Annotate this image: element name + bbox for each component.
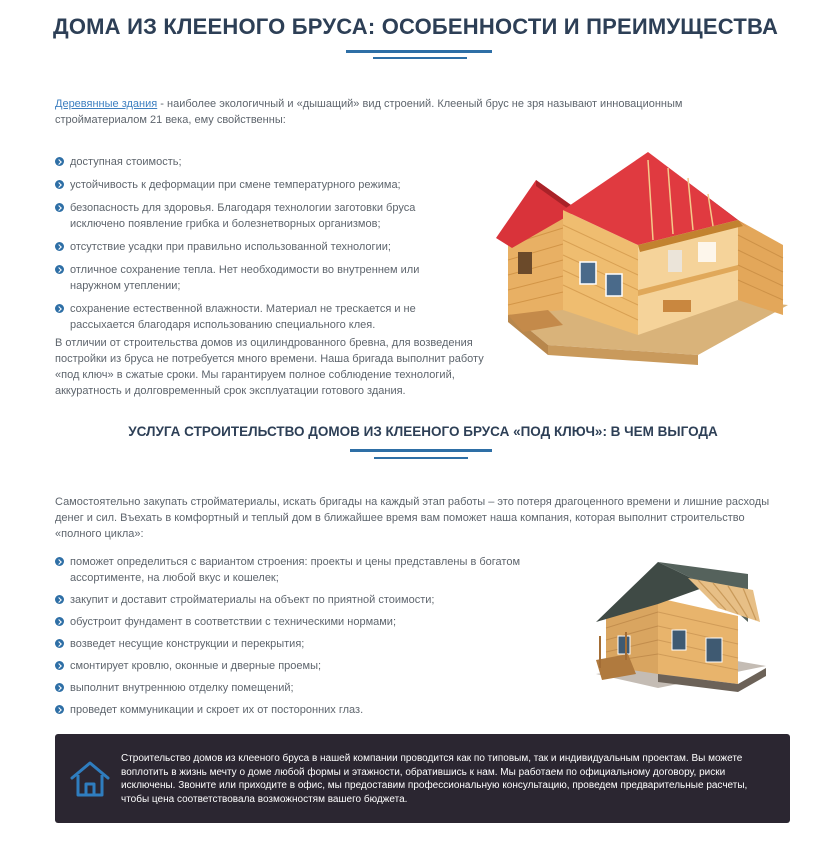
list-item bbox=[55, 702, 555, 718]
list-item-text: отличное сохранение тепла. Нет необходимости во внутреннем или наружном утеплении; bbox=[70, 264, 420, 292]
list-item-text: выполнит внутреннюю отделку помещений; bbox=[70, 682, 294, 694]
list-item bbox=[55, 262, 445, 294]
title-underline-short bbox=[373, 57, 467, 59]
bullet-chevron-icon bbox=[55, 203, 64, 212]
section1-intro bbox=[55, 96, 775, 128]
list-item-text: закупит и доставит стройматериалы на объект по приятной стоимости; bbox=[70, 594, 435, 606]
house-cutaway-image bbox=[488, 150, 790, 372]
list-item bbox=[55, 592, 555, 608]
list-item-text: устойчивость к деформации при смене температурного режима; bbox=[70, 179, 401, 191]
title2-underline-short bbox=[374, 457, 468, 459]
section1-title: ДОМА ИЗ КЛЕЕНОГО БРУСА: ОСОБЕННОСТИ И ПРЕИМУЩЕСТВА bbox=[52, 14, 779, 39]
bullet-chevron-icon bbox=[55, 617, 64, 626]
bullet-chevron-icon bbox=[55, 639, 64, 648]
callout-text: Строительство домов из клееного бруса в нашей компании проводится как по типовым, так и индивидуальным проектам. Вы можете воплотить в жизнь мечту о доме любой формы и этажности, обратившись к нам. Мы работаем по официальному договору, риски исключены. Звоните или приходите в офис, мы предоставим профессиональную консультацию, проведем предварительные расчеты, чтобы цена соответствовала возможностям вашего бюджета. bbox=[121, 753, 748, 805]
list-item bbox=[55, 154, 445, 170]
list-item bbox=[55, 658, 555, 674]
bullet-chevron-icon bbox=[55, 661, 64, 670]
section2-intro: Самостоятельно закупать стройматериалы, искать бригады на каждый этап работы – это потеря драгоценного времени и лишние расходы денег и сил. Въехать в комфортный и теплый дом в ближайшее время вам поможет наша компания, которая выполнит строительство «полного цикла»: bbox=[55, 496, 770, 540]
bullet-chevron-icon bbox=[55, 242, 64, 251]
bullet-chevron-icon bbox=[55, 557, 64, 566]
list-item bbox=[55, 614, 555, 630]
house-icon bbox=[69, 758, 111, 800]
bullet-chevron-icon bbox=[55, 180, 64, 189]
title2-underline bbox=[350, 449, 492, 452]
house-construction-image bbox=[588, 556, 770, 694]
bullet-chevron-icon bbox=[55, 157, 64, 166]
list-item-text: обустроит фундамент в соответствии с техническими нормами; bbox=[70, 616, 397, 628]
list-item-text: возведет несущие конструкции и перекрытия; bbox=[70, 638, 305, 650]
bullet-chevron-icon bbox=[55, 595, 64, 604]
section1-benefit-list bbox=[55, 154, 445, 333]
list-item bbox=[55, 301, 445, 333]
bullet-chevron-icon bbox=[55, 683, 64, 692]
bullet-chevron-icon bbox=[55, 304, 64, 313]
wooden-buildings-link[interactable]: Деревянные здания bbox=[55, 98, 158, 110]
bullet-chevron-icon bbox=[55, 705, 64, 714]
list-item bbox=[55, 177, 445, 193]
list-item-text: отсутствие усадки при правильно использованной технологии; bbox=[70, 241, 391, 253]
list-item-text: доступная стоимость; bbox=[70, 156, 182, 168]
list-item-text: безопасность для здоровья. Благодаря технологии заготовки бруса исключено появление грибка и болезнетворных организмов; bbox=[70, 202, 416, 230]
list-item-text: поможет определиться с вариантом строения: проекты и цены представлены в богатом ассортименте, на любой вкус и кошелек; bbox=[70, 556, 521, 584]
list-item-text: сохранение естественной влажности. Материал не трескается и не рассыхается благодаря использованию специального клея. bbox=[70, 303, 416, 331]
list-item bbox=[55, 636, 555, 652]
bullet-chevron-icon bbox=[55, 265, 64, 274]
list-item-text: смонтирует кровлю, оконные и дверные проемы; bbox=[70, 660, 322, 672]
list-item bbox=[55, 680, 555, 696]
section1-closing: В отличии от строительства домов из оцилиндрованного бревна, для возведения постройки из бруса не потребуется много времени. Наша бригада выполнит работу «под ключ» в сжатые сроки. Мы гарантируем полное соблюдение технологий, аккуратность и долговременный срок эксплуатации готового здания. bbox=[55, 337, 484, 397]
section2-title: УСЛУГА СТРОИТЕЛЬСТВО ДОМОВ ИЗ КЛЕЕНОГО БРУСА «ПОД КЛЮЧ»: В ЧЕМ ВЫГОДА bbox=[128, 424, 718, 439]
title-underline bbox=[346, 50, 492, 53]
section2-service-list bbox=[55, 554, 555, 718]
info-callout bbox=[55, 734, 790, 823]
section1-intro-text: - наиболее экологичный и «дышащий» вид строений. Клееный брус не зря называют инновационным стройматериалом 21 века, ему свойственны: bbox=[55, 98, 683, 126]
list-item bbox=[55, 200, 445, 232]
list-item bbox=[55, 239, 445, 255]
list-item-text: проведет коммуникации и скроет их от посторонних глаз. bbox=[70, 704, 364, 716]
list-item bbox=[55, 554, 555, 586]
